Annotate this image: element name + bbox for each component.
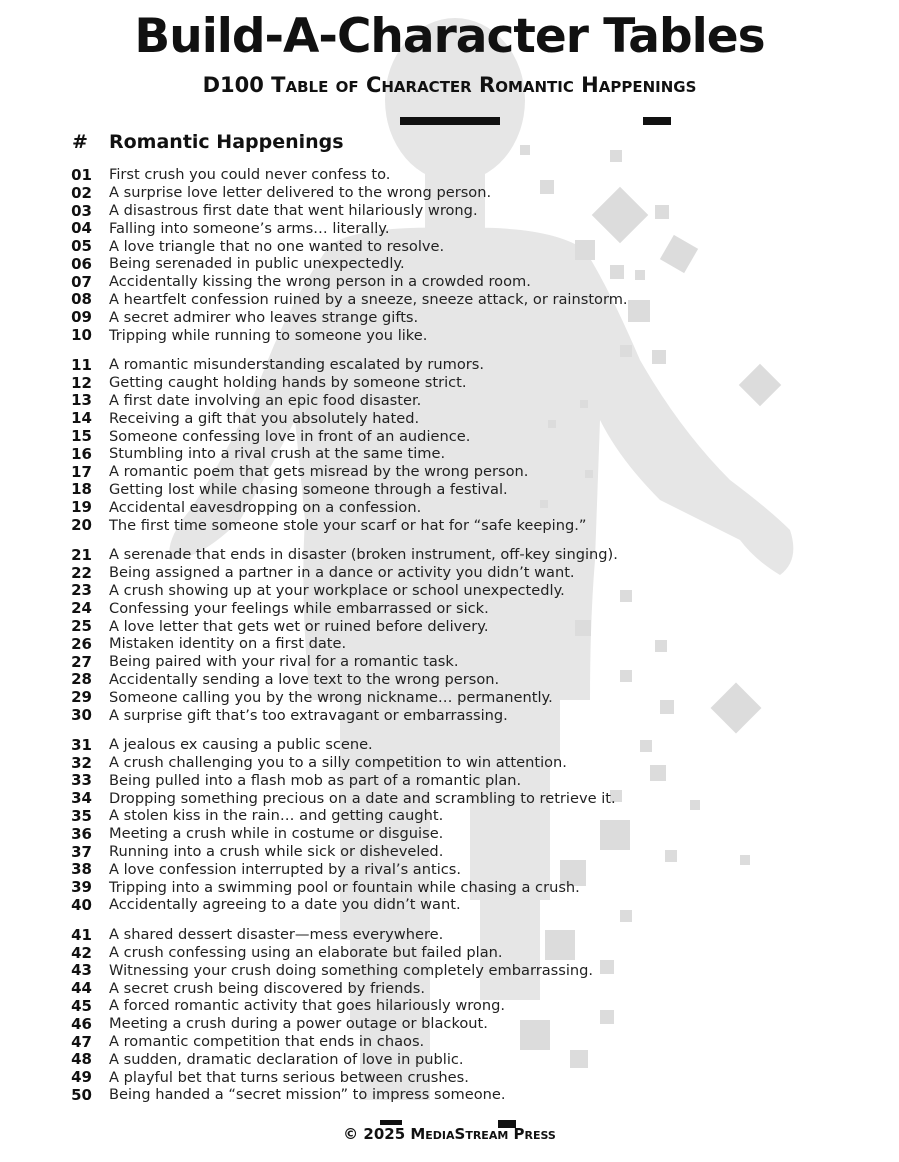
entry-text: A romantic misunderstanding escalated by rumors. bbox=[109, 356, 485, 374]
entry-text: A forced romantic activity that goes hilariously wrong. bbox=[109, 997, 506, 1015]
list-item bbox=[60, 807, 680, 825]
entry-text: A serenade that ends in disaster (broken instrument, off-key singing). bbox=[109, 546, 618, 564]
entry-number: 18 bbox=[71, 480, 92, 499]
list-item bbox=[60, 671, 680, 689]
list-item bbox=[60, 944, 680, 962]
entry-number: 11 bbox=[71, 355, 92, 374]
list-item bbox=[60, 481, 680, 499]
entry-number: 08 bbox=[71, 290, 92, 309]
list-item bbox=[60, 688, 680, 706]
entry-text: Accidentally kissing the wrong person in a crowded room. bbox=[109, 273, 531, 291]
column-header-number: # bbox=[72, 131, 88, 153]
entry-text: A crush confessing using an elaborate but failed plan. bbox=[109, 944, 503, 962]
entry-text: A stolen kiss in the rain… and getting caught. bbox=[109, 807, 444, 825]
entry-number: 43 bbox=[71, 961, 92, 980]
entry-number: 26 bbox=[71, 634, 92, 653]
entry-text: Being pulled into a flash mob as part of a romantic plan. bbox=[109, 771, 522, 789]
footer-copyright: © 2025 MediaStream Press bbox=[343, 1125, 556, 1143]
entry-number: 40 bbox=[71, 895, 92, 914]
entry-number: 05 bbox=[71, 237, 92, 256]
entry-text: A love letter that gets wet or ruined before delivery. bbox=[109, 617, 489, 635]
entry-number: 22 bbox=[71, 563, 92, 582]
list-item bbox=[60, 926, 680, 944]
list-item bbox=[60, 409, 680, 427]
entry-text: A secret admirer who leaves strange gifts. bbox=[109, 308, 419, 326]
list-item bbox=[60, 1086, 680, 1104]
entry-text: Stumbling into a rival crush at the same time. bbox=[109, 445, 446, 463]
entry-text: Confessing your feelings while embarrassed or sick. bbox=[109, 599, 489, 617]
entry-number: 33 bbox=[71, 771, 92, 790]
entry-text: Being serenaded in public unexpectedly. bbox=[109, 255, 405, 273]
entry-number: 35 bbox=[71, 807, 92, 825]
entry-text: Tripping while running to someone you like. bbox=[109, 326, 428, 344]
entry-text: Meeting a crush during a power outage or blackout. bbox=[109, 1015, 488, 1033]
list-item bbox=[60, 979, 680, 997]
list-item bbox=[60, 463, 680, 481]
entry-text: A jealous ex causing a public scene. bbox=[109, 736, 373, 754]
entry-number: 23 bbox=[71, 581, 92, 600]
list-item bbox=[60, 1015, 680, 1033]
entry-number: 31 bbox=[71, 735, 92, 754]
entry-number: 02 bbox=[71, 183, 92, 202]
entry-text: A playful bet that turns serious between crushes. bbox=[109, 1068, 469, 1086]
entry-text: Dropping something precious on a date and scrambling to retrieve it. bbox=[109, 789, 616, 807]
entry-number: 04 bbox=[71, 219, 92, 238]
entry-number: 28 bbox=[71, 670, 92, 689]
entry-number: 44 bbox=[71, 979, 92, 998]
entry-number: 39 bbox=[71, 878, 92, 897]
list-item bbox=[60, 1033, 680, 1051]
entry-text: Mistaken identity on a first date. bbox=[109, 635, 347, 653]
entry-text: A surprise gift that’s too extravagant or embarrassing. bbox=[109, 706, 508, 724]
entry-number: 45 bbox=[71, 996, 92, 1015]
list-item bbox=[60, 374, 680, 392]
list-item bbox=[60, 564, 680, 582]
entry-text: Running into a crush while sick or disheveled. bbox=[109, 843, 444, 861]
entry-text: Being assigned a partner in a dance or activity you didn’t want. bbox=[109, 564, 575, 582]
list-item bbox=[60, 754, 680, 772]
list-item bbox=[60, 202, 680, 220]
entry-number: 09 bbox=[71, 308, 92, 327]
list-item bbox=[60, 843, 680, 861]
entry-text: Accidental eavesdropping on a confession. bbox=[109, 498, 422, 516]
entry-number: 15 bbox=[71, 427, 92, 446]
list-item bbox=[60, 166, 680, 184]
list-item bbox=[60, 653, 680, 671]
entry-number: 13 bbox=[71, 391, 92, 410]
entry-number: 03 bbox=[71, 201, 92, 220]
list-item bbox=[60, 392, 680, 410]
entry-number: 49 bbox=[71, 1068, 92, 1087]
entry-number: 30 bbox=[71, 706, 92, 725]
entry-text: A love confession interrupted by a rival’s antics. bbox=[109, 860, 462, 878]
list-item bbox=[60, 219, 680, 237]
entry-number: 25 bbox=[71, 617, 92, 636]
list-item bbox=[60, 291, 680, 309]
entry-text: A shared dessert disaster—mess everywhere. bbox=[109, 926, 444, 944]
list-item bbox=[60, 308, 680, 326]
entry-number: 48 bbox=[71, 1050, 92, 1069]
list-item bbox=[60, 273, 680, 291]
entry-text: Meeting a crush while in costume or disguise. bbox=[109, 825, 444, 843]
entry-text: Being paired with your rival for a romantic task. bbox=[109, 653, 459, 671]
list-item bbox=[60, 445, 680, 463]
entry-number: 12 bbox=[71, 373, 92, 392]
list-item bbox=[60, 516, 680, 534]
entry-text: A secret crush being discovered by friends. bbox=[109, 979, 425, 997]
list-item bbox=[60, 706, 680, 724]
entry-text: Being handed a “secret mission” to impress someone. bbox=[109, 1086, 506, 1104]
entry-number: 16 bbox=[71, 444, 92, 463]
list-item bbox=[60, 997, 680, 1015]
list-item bbox=[60, 599, 680, 617]
entry-text: Accidentally agreeing to a date you didn’t want. bbox=[109, 896, 461, 914]
entry-text: Tripping into a swimming pool or fountain while chasing a crush. bbox=[109, 878, 580, 896]
list-item bbox=[60, 617, 680, 635]
entry-number: 01 bbox=[71, 165, 92, 184]
entry-text: First crush you could never confess to. bbox=[109, 166, 391, 184]
entry-text: Getting caught holding hands by someone strict. bbox=[109, 374, 467, 392]
entry-text: A heartfelt confession ruined by a sneeze, sneeze attack, or rainstorm. bbox=[109, 290, 628, 308]
list-item bbox=[60, 635, 680, 653]
entry-number: 07 bbox=[71, 272, 92, 291]
entry-number: 50 bbox=[71, 1085, 92, 1104]
list-item bbox=[60, 1068, 680, 1086]
list-item bbox=[60, 326, 680, 344]
list-item bbox=[60, 825, 680, 843]
entry-text: A sudden, dramatic declaration of love in public. bbox=[109, 1050, 464, 1068]
entry-text: A love triangle that no one wanted to resolve. bbox=[109, 237, 445, 255]
list-item bbox=[60, 237, 680, 255]
entry-text: A disastrous first date that went hilariously wrong. bbox=[109, 201, 478, 219]
entry-number: 21 bbox=[71, 545, 92, 564]
list-item bbox=[60, 896, 680, 914]
list-item bbox=[60, 878, 680, 896]
column-header-label: Romantic Happenings bbox=[109, 131, 344, 153]
entry-number: 27 bbox=[71, 652, 92, 671]
entries-list bbox=[60, 166, 680, 1104]
entry-number: 46 bbox=[71, 1014, 92, 1033]
page-subtitle: D100 Table of Character Romantic Happenings bbox=[202, 73, 697, 97]
entry-number: 38 bbox=[71, 860, 92, 879]
entry-text: A surprise love letter delivered to the wrong person. bbox=[109, 184, 492, 202]
list-item bbox=[60, 772, 680, 790]
list-item bbox=[60, 356, 680, 374]
entry-text: A crush showing up at your workplace or school unexpectedly. bbox=[109, 581, 565, 599]
list-item bbox=[60, 427, 680, 445]
entry-number: 36 bbox=[71, 824, 92, 843]
entry-number: 14 bbox=[71, 409, 92, 428]
entry-number: 47 bbox=[71, 1032, 92, 1051]
entry-number: 42 bbox=[71, 943, 92, 962]
entry-text: Witnessing your crush doing something completely embarrassing. bbox=[109, 961, 594, 979]
entry-text: Falling into someone’s arms… literally. bbox=[109, 219, 390, 237]
entry-number: 37 bbox=[71, 842, 92, 861]
list-item bbox=[60, 498, 680, 516]
entry-number: 06 bbox=[71, 254, 92, 273]
list-item bbox=[60, 184, 680, 202]
entry-text: The first time someone stole your scarf or hat for “safe keeping.” bbox=[109, 516, 587, 534]
entry-text: Receiving a gift that you absolutely hated. bbox=[109, 409, 420, 427]
entry-number: 34 bbox=[71, 789, 92, 808]
entry-text: Someone calling you by the wrong nickname… permanently. bbox=[109, 688, 553, 706]
list-item bbox=[60, 255, 680, 273]
entry-text: Someone confessing love in front of an audience. bbox=[109, 427, 471, 445]
entry-number: 24 bbox=[71, 599, 92, 618]
entry-number: 10 bbox=[71, 326, 92, 345]
list-item bbox=[60, 789, 680, 807]
entry-number: 20 bbox=[71, 516, 92, 535]
list-item bbox=[60, 961, 680, 979]
list-item bbox=[60, 1050, 680, 1068]
entry-text: Accidentally sending a love text to the wrong person. bbox=[109, 670, 500, 688]
entry-number: 41 bbox=[71, 925, 92, 944]
entry-number: 32 bbox=[71, 753, 92, 772]
entry-text: A romantic poem that gets misread by the wrong person. bbox=[109, 463, 529, 481]
list-item bbox=[60, 546, 680, 564]
entry-text: A romantic competition that ends in chaos. bbox=[109, 1033, 425, 1051]
entry-number: 19 bbox=[71, 498, 92, 517]
list-item bbox=[60, 860, 680, 878]
page-title: Build-A-Character Tables bbox=[134, 9, 765, 64]
entry-text: A crush challenging you to a silly competition to win attention. bbox=[109, 754, 567, 772]
entry-text: Getting lost while chasing someone through a festival. bbox=[109, 480, 508, 498]
entry-number: 17 bbox=[71, 462, 92, 481]
entry-text: A first date involving an epic food disaster. bbox=[109, 391, 422, 409]
list-item bbox=[60, 582, 680, 600]
list-item bbox=[60, 736, 680, 754]
entry-number: 29 bbox=[71, 688, 92, 707]
